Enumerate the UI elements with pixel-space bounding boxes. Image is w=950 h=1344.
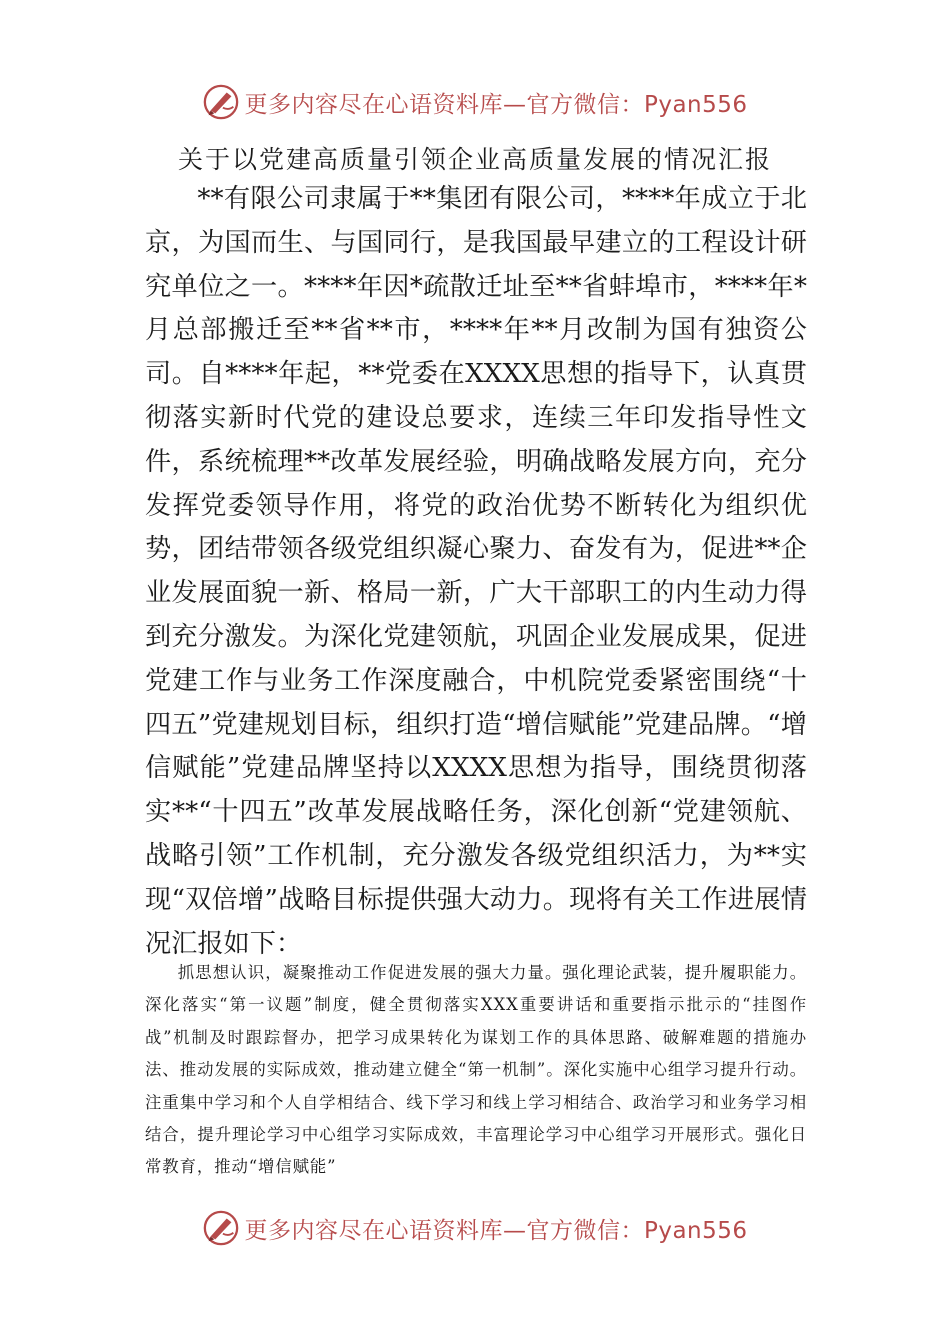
body-paragraph-1: **有限公司隶属于**集团有限公司，****年成立于北京，为国而生、与国同行，是我国最早建立的工程设计研究单位之一。****年因*疏散迁址至**省蚌埠市，****年*月总部搬迁至**省**市，****年**月改制为国有独资公司。自****年起，**党委在XXXX思想的指导下，认真贯彻落实新时代党的建设总要求，连续三年印发指导性文件，系统梳理**改革发展经验，明确战略发展方向，充分发挥党委领导作用，将党的政治优势不断转化为组织优势，团结带领各级党组织凝心聚力、奋发有为，促进**企业发展面貌一新、格局一新，广大干部职工的内生动力得到充分激发。为深化党建领航，巩固企业发展成果，促进党建工作与业务工作深度融合，中机院党委紧密围绕“十四五”党建规划目标，组织打造“增信赋能”党建品牌。“增信赋能”党建品牌坚持以XXXX思想为指导，围绕贯彻落实**“十四五”改革发展战略任务，深化创新“党建领航、战略引领”工作机制，充分激发各级党组织活力，为**实现“双倍增”战略目标提供强大动力。现将有关工作进展情况汇报如下： [145,184,807,959]
document-title: 关于以党建高质量引领企业高质量发展的情况汇报 [177,145,772,174]
watermark-banner-top [0,82,950,122]
watermark-text: 更多内容尽在心语资料库—官方微信：Pyan556 [244,1217,748,1244]
pen-logo-icon [202,83,240,121]
body-paragraph-2: 抓思想认识，凝聚推动工作促进发展的强大力量。强化理论武装，提升履职能力。深化落实“第一议题”制度，健全贯彻落实XXX重要讲话和重要指示批示的“挂图作战”机制及时跟踪督办，把学习成果转化为谋划工作的具体思路、破解难题的措施办法、推动发展的实际成效，推动建立健全“第一机制”。深化实施中心组学习提升行动。注重集中学习和个人自学相结合、线下学习和线上学习相结合、政治学习和业务学习相结合，提升理论学习中心组学习实际成效，丰富理论学习中心组学习开展形式。强化日常教育，推动“增信赋能” [145,963,807,1177]
pen-logo-icon [202,1209,240,1247]
watermark-banner-bottom [0,1208,950,1248]
watermark-text: 更多内容尽在心语资料库—官方微信：Pyan556 [244,91,748,118]
